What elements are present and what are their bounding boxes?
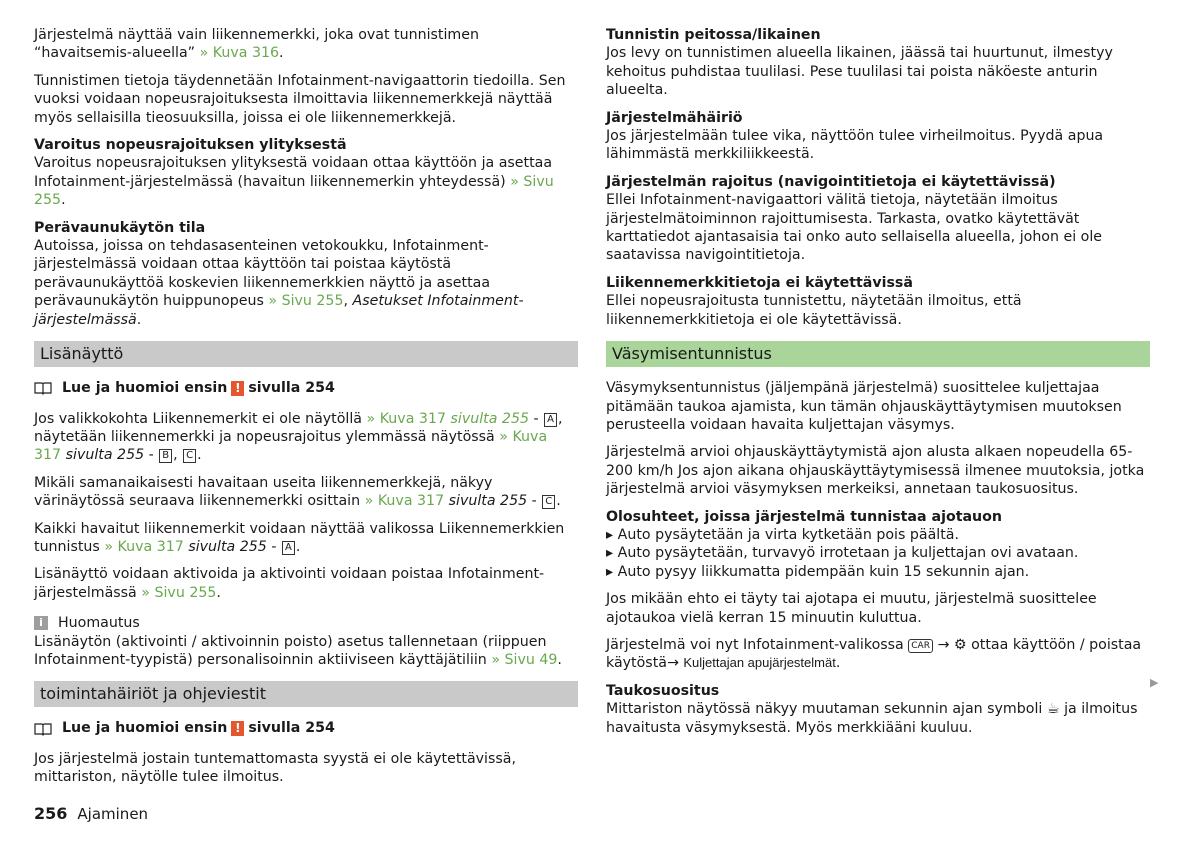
page-link[interactable]: » Sivu 255 (141, 584, 217, 601)
section-header-fatigue-detection: Väsymisentunnistus (606, 341, 1150, 367)
menu-path: Kuljettajan apujärjestelmät (683, 655, 836, 671)
paragraph: Järjestelmä näyttää vain liikennemerkki, joka ovat tunnistimen “havaitsemis-alueella” » Kuva 316. (34, 27, 479, 62)
paragraph: Jos järjestelmä jostain tuntemattomasta syystä ei ole käytettävissä, mittariston, näytölle tulee ilmoitus. (34, 750, 516, 786)
info-icon: i (34, 616, 48, 630)
figure-link[interactable]: » Kuva 317 (364, 493, 445, 510)
section-name: Ajaminen (77, 805, 149, 823)
paragraph: Lisänäyttö voidaan aktivoida ja aktivointi voidaan poistaa Infotainment-järjestelmässä » Sivu 255. (34, 566, 545, 601)
paragraph: Jos mikään ehto ei täyty tai ajotapa ei muutu, järjestelmä suosittelee ajotaukoa vielä kerran 15 minuutin kuluttua. (606, 591, 1097, 626)
paragraph: Autoissa, joissa on tehdasasenteinen vetokoukku, Infotainment-järjestelmässä voidaan ottaa käyttöön tai poistaa käytöstä perävaunukäyttöä koskevien liikennemerkkien näyttö ja asettaa perävaunukäytön huippunopeus » Sivu 255, Asetukset Infotainment-järjestelmässä. (34, 238, 524, 328)
list-item: ▸ Auto pysyy liikkumatta pidempään kuin 15 sekunnin ajan. (606, 563, 1030, 580)
subheading-trailer-mode: Perävaunukäytön tila (34, 219, 206, 236)
page-footer (34, 804, 148, 823)
key-c-icon: C (183, 449, 196, 463)
subheading-break-recommendation: Taukosuositus (606, 682, 720, 699)
section-header-malfunctions: toimintahäiriöt ja ohjeviestit (34, 681, 578, 707)
warning-icon: ! (231, 381, 244, 396)
subheading-sensor-dirty: Tunnistin peitossa/likainen (606, 27, 821, 43)
subheading-system-fault: Järjestelmähäiriö (606, 109, 743, 126)
paragraph: Järjestelmä arvioi ohjauskäyttäytymistä ajon alusta alkaen nopeudella 65-200 km/h Jos ajon aikana ohjauskäyttäytymisessä ilmenee muutoksia, jotka järjestelmä arvioi väsymyksen merkeiksi, annetaan taukosuositus. (606, 444, 1145, 498)
figure-link[interactable]: » Kuva 317 (34, 428, 548, 464)
paragraph: Jos valikkokohta Liikennemerkit ei ole näytöllä » Kuva 317 sivulta 255 - A , näytetään liikennemerkki ja nopeusrajoitus ylemmässä näytössä » Kuva 317 sivulta 255 - B , C . (34, 410, 563, 464)
paragraph: Väsymyksentunnistus (jäljempänä järjestelmä) suosittelee kuljettajaa pitämään taukoa ajamista, kun tämän ohjauskäyttäytymisen muutoksen perusteella voidaan havaita kuljettajan väsymys. (606, 380, 1122, 433)
car-icon: CAR (908, 639, 933, 653)
page-link[interactable]: » Sivu 255 (268, 293, 344, 310)
subheading-speed-warning: Varoitus nopeusrajoituksen ylityksestä (34, 137, 347, 154)
book-icon (34, 722, 52, 736)
key-a-icon: A (544, 413, 557, 427)
page-link[interactable]: » Sivu 49 (491, 651, 558, 668)
page-link[interactable]: » Sivu 255 (34, 173, 554, 209)
key-b-icon: B (159, 449, 172, 463)
left-column (34, 26, 578, 796)
note-text: Lisänäytön (aktivointi / aktivoinnin poisto) asetus tallennetaan (riippuen Infotainment-tyypistä) personalisoinnin aktiiviseen käyttäjätiliin » Sivu 49. (34, 633, 562, 668)
list-item: ▸ Auto pysäytetään ja virta kytketään pois päältä. (606, 526, 959, 543)
continue-arrow-icon: ▶ (1150, 676, 1159, 689)
paragraph: Ellei nopeusrajoitusta tunnistettu, näytetään ilmoitus, että liikennemerkkitietoja ei ole käytettävissä. (606, 293, 1022, 328)
note-heading: i Huomautus (34, 614, 578, 632)
paragraph: Kaikki havaitut liikennemerkit voidaan näyttää valikossa Liikennemerkkien tunnistus » Kuva 317 sivulta 255 - A . (34, 520, 565, 555)
figure-link[interactable]: » Kuva 317 (366, 410, 446, 427)
list-item: ▸ Auto pysäytetään, turvavyö irrotetaan ja kuljettajan ovi avataan. (606, 545, 1079, 562)
figure-link[interactable]: » Kuva 317 (104, 538, 184, 555)
read-first-note: Lue ja huomioi ensin ! sivulla 254 (34, 379, 578, 397)
read-first-note: Lue ja huomioi ensin ! sivulla 254 (34, 719, 578, 737)
right-column (606, 26, 1150, 746)
key-a-icon: A (282, 541, 295, 555)
book-icon (34, 381, 52, 395)
page-number: 256 (34, 804, 68, 823)
subheading-conditions: Olosuhteet, joissa järjestelmä tunnistaa ajotauon (606, 508, 1003, 525)
figure-link[interactable]: » Kuva 316 (199, 45, 280, 62)
paragraph: Jos järjestelmään tulee vika, näyttöön tulee virheilmoitus. Pyydä apua lähimmästä merkkiliikkeestä. (606, 128, 1104, 163)
key-c-icon: C (542, 495, 555, 509)
paragraph: Tunnistimen tietoja täydennetään Infotainment-navigaattorin tiedoilla. Sen vuoksi voidaan nopeusrajoituksesta ilmoittavia liikennemerkkejä näyttää myös sellaisilla tieosuuksilla, joissa ei ole liikennemerkkejä. (34, 72, 566, 126)
paragraph: Mittariston näytössä näkyy muutaman sekunnin ajan symboli ☕ ja ilmoitus havaitusta väsymyksestä. Myös merkkiääni kuuluu. (606, 701, 1138, 736)
paragraph: Järjestelmä voi nyt Infotainment-valikossa CAR → ⚙ ottaa käyttöön / poistaa käytöstä→ Kuljettajan apujärjestelmät. (606, 636, 1142, 672)
section-header-additional-display: Lisänäyttö (34, 341, 578, 367)
paragraph: Varoitus nopeusrajoituksen ylityksestä voidaan ottaa käyttöön ja asettaa Infotainment-järjestelmässä (havaitun liikennemerkin yhteydessä) » Sivu 255. (34, 155, 554, 209)
paragraph: Ellei Infotainment-navigaattori välitä tietoja, näytetään ilmoitus järjestelmätoiminnon rajoittumisesta. Tarkasta, ovatko käytettävät karttatiedot ajantasaisia tai onko auto sellaisella alueella, johon ei ole saatavissa navigointitietoja. (606, 192, 1103, 264)
paragraph: Mikäli samanaikaisesti havaitaan useita liikennemerkkejä, näkyy värinäytössä seuraava liikennemerkki osittain » Kuva 317 sivulta 255 - C . (34, 474, 561, 510)
subheading-sign-data-unavailable: Liikennemerkkitietoja ei käytettävissä (606, 274, 913, 291)
conditions-list (606, 526, 1150, 581)
subheading-system-limitation: Järjestelmän rajoitus (navigointitietoja ei käytettävissä) (606, 173, 1056, 190)
warning-icon: ! (231, 721, 244, 736)
paragraph: Jos levy on tunnistimen alueella likainen, jäässä tai huurtunut, ilmestyy kehoitus puhdistaa tuulilasi. Pese tuulilasi tai poista näköeste anturin alueelta. (606, 45, 1113, 99)
